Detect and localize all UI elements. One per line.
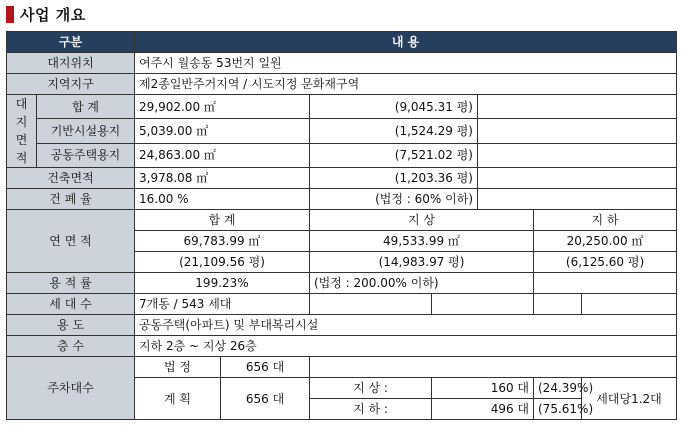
row-building-area — [7, 168, 677, 189]
value-building-area-pyeong: (1,203.36 평) — [310, 168, 478, 189]
value-parking-below: 496 대 — [432, 399, 534, 420]
value-far: 199.23% — [135, 273, 310, 294]
label-use: 용 도 — [7, 315, 135, 336]
label-floor-area: 연 면 적 — [7, 210, 135, 273]
label-parking-above: 지 상 : — [310, 378, 432, 399]
label-building-area: 건축면적 — [7, 168, 135, 189]
value-floors: 지하 2층 ~ 지상 26층 — [135, 336, 677, 357]
label-site-area-group — [7, 95, 37, 168]
value-site-location: 여주시 월송동 53번지 일원 — [135, 53, 677, 74]
row-site-housing — [7, 143, 677, 167]
floor-area-below-pyeong: (6,125.60 평) — [534, 252, 677, 273]
label-far: 용 적 률 — [7, 273, 135, 294]
row-zoning — [7, 74, 677, 95]
value-site-housing-m2: 24,863.00 ㎡ — [135, 143, 310, 167]
floor-area-head-below: 지 하 — [534, 210, 677, 231]
value-coverage: 16.00 % — [135, 189, 310, 210]
value-coverage-legal: (법정 : 60% 이하) — [310, 189, 478, 210]
empty-cell — [478, 189, 677, 210]
label-parking-below: 지 하 : — [310, 399, 432, 420]
empty-cell — [310, 357, 677, 378]
row-site-location — [7, 53, 677, 74]
label-site-infra: 기반시설용지 — [37, 119, 135, 143]
row-use — [7, 315, 677, 336]
empty-cell — [478, 95, 677, 119]
label-site-location: 대지위치 — [7, 53, 135, 74]
value-parking-per-unit: 세대당1.2대 — [582, 378, 677, 420]
floor-area-total-m2: 69,783.99 ㎡ — [135, 231, 310, 252]
row-parking-legal — [7, 357, 677, 378]
row-households — [7, 294, 677, 315]
row-floors — [7, 336, 677, 357]
label-zoning: 지역지구 — [7, 74, 135, 95]
value-parking-above: 160 대 — [432, 378, 534, 399]
header-content: 내 용 — [135, 32, 677, 53]
value-site-total-pyeong: (9,045.31 평) — [310, 95, 478, 119]
empty-cell — [478, 168, 677, 189]
value-parking-below-pct: (75.61%) — [534, 399, 582, 420]
site-area-char: 적 — [15, 151, 28, 165]
value-site-infra-pyeong: (1,524.29 평) — [310, 119, 478, 143]
title-marker — [6, 6, 14, 23]
value-households: 7개동 / 543 세대 — [135, 294, 310, 315]
label-parking-plan: 계 획 — [135, 378, 221, 420]
label-parking-legal: 법 정 — [135, 357, 221, 378]
site-area-char: 면 — [15, 133, 28, 147]
label-parking: 주차대수 — [7, 357, 135, 420]
value-building-area-m2: 3,978.08 ㎡ — [135, 168, 310, 189]
row-far — [7, 273, 677, 294]
empty-cell — [310, 294, 432, 315]
section-title — [6, 4, 86, 24]
value-site-total-m2: 29,902.00 ㎡ — [135, 95, 310, 119]
value-site-housing-pyeong: (7,521.02 평) — [310, 143, 478, 167]
empty-cell — [478, 143, 677, 167]
value-parking-legal: 656 대 — [221, 357, 310, 378]
row-site-infra — [7, 119, 677, 143]
label-floors: 층 수 — [7, 336, 135, 357]
row-coverage — [7, 189, 677, 210]
value-use: 공동주택(아파트) 및 부대복리시설 — [135, 315, 677, 336]
value-parking-plan: 656 대 — [221, 378, 310, 420]
floor-area-above-m2: 49,533.99 ㎡ — [310, 231, 534, 252]
value-parking-above-pct: (24.39%) — [534, 378, 582, 399]
value-site-infra-m2: 5,039.00 ㎡ — [135, 119, 310, 143]
empty-cell — [432, 294, 534, 315]
value-zoning: 제2종일반주거지역 / 시도지정 문화재구역 — [135, 74, 677, 95]
label-site-total: 합 계 — [37, 95, 135, 119]
empty-cell — [478, 119, 677, 143]
project-overview-table — [6, 31, 677, 420]
site-area-char: 대 — [15, 97, 28, 111]
label-coverage: 건 폐 율 — [7, 189, 135, 210]
empty-cell — [534, 273, 677, 294]
floor-area-above-pyeong: (14,983.97 평) — [310, 252, 534, 273]
site-area-char: 지 — [15, 115, 28, 129]
header-category: 구분 — [7, 32, 135, 53]
label-site-housing: 공동주택용지 — [37, 143, 135, 167]
table-header-row — [7, 32, 677, 53]
value-far-legal: (법정 : 200.00% 이하) — [310, 273, 534, 294]
title-text: 사업 개요 — [20, 5, 86, 24]
empty-cell — [582, 294, 677, 315]
floor-area-head-above: 지 상 — [310, 210, 534, 231]
floor-area-below-m2: 20,250.00 ㎡ — [534, 231, 677, 252]
label-households: 세 대 수 — [7, 294, 135, 315]
floor-area-total-pyeong: (21,109.56 평) — [135, 252, 310, 273]
empty-cell — [534, 294, 582, 315]
row-site-total — [7, 95, 677, 119]
floor-area-head-total: 합 계 — [135, 210, 310, 231]
row-floor-area-head — [7, 210, 677, 231]
